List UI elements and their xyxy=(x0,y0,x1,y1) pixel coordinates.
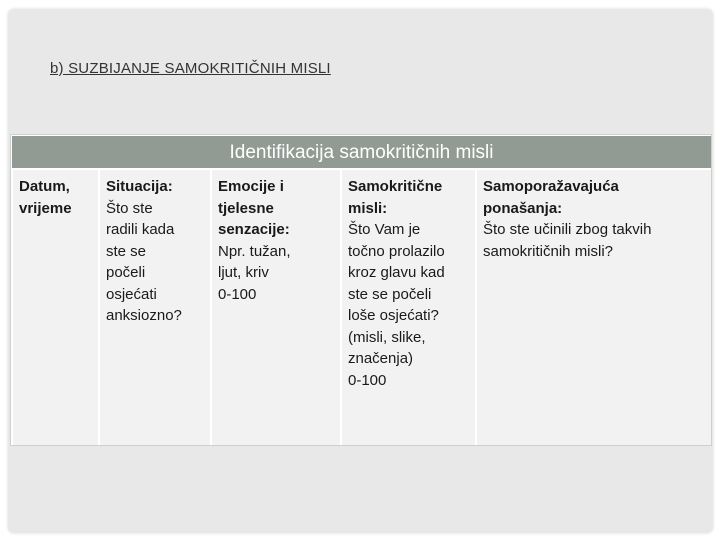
cell-line: Što ste učinili zbog takvih xyxy=(483,221,652,238)
column-self-critical-thoughts xyxy=(342,170,475,445)
section-heading: b) SUZBIJANJE SAMOKRITIČNIH MISLI xyxy=(50,60,331,77)
cell-line: Što Vam je xyxy=(348,221,421,238)
cell-header: misli: xyxy=(348,199,388,217)
cell-line: samokritičnih misli? xyxy=(483,242,614,260)
cell-header: Situacija: xyxy=(106,178,173,195)
column-emotions xyxy=(212,170,340,445)
cell-line: Npr. tužan, xyxy=(218,242,291,260)
column-date-time xyxy=(13,170,98,445)
cell-line: točno prolazilo xyxy=(348,242,445,260)
cell-line: ste se počeli xyxy=(348,285,432,303)
cell-header: senzacije: xyxy=(218,221,290,238)
cell-line: loše osjećati? xyxy=(348,307,439,324)
cell-line: počeli xyxy=(106,264,146,281)
column-situation xyxy=(100,170,210,445)
cell-header: Samokritične xyxy=(348,178,443,195)
cell-line: Što ste xyxy=(106,199,153,217)
cell-header: Samoporažavajuća xyxy=(483,178,619,195)
cell-line: vrijeme xyxy=(19,199,72,217)
cell-line: radili kada xyxy=(106,221,175,238)
cell-line: 0-100 xyxy=(218,285,257,303)
cell-line: ljut, kriv xyxy=(218,264,269,281)
cell-header: Emocije i xyxy=(218,178,284,195)
column-self-defeating-behaviors xyxy=(477,170,711,445)
cell-line: anksiozno? xyxy=(106,307,182,324)
cell-line: kroz glavu kad xyxy=(348,264,445,281)
cell-header: tjelesne xyxy=(218,199,274,217)
cell-line: ste se xyxy=(106,242,147,260)
cell-line: Datum, xyxy=(19,178,70,195)
cell-line: (misli, slike, xyxy=(348,328,426,346)
cell-header: ponašanja: xyxy=(483,199,563,217)
cell-line: osjećati xyxy=(106,285,157,303)
table-title: Identifikacija samokritičnih misli xyxy=(12,136,711,168)
cell-line: 0-100 xyxy=(348,371,387,389)
cell-line: značenja) xyxy=(348,350,414,367)
